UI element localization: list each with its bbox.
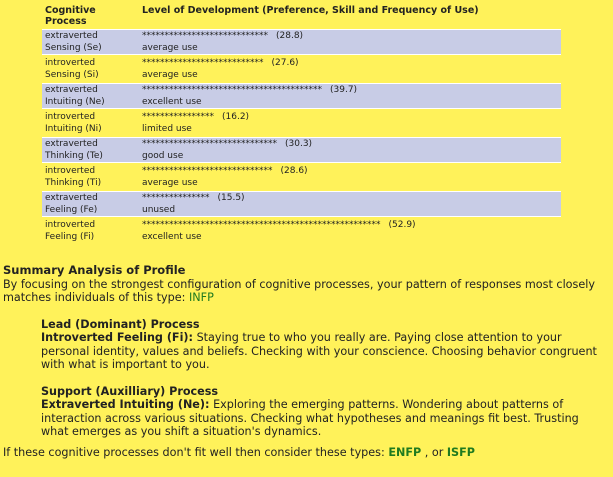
process-level [139,219,561,243]
process-level [139,137,561,163]
function-label: Feeling (Fe) [45,205,98,215]
lead-process-block [41,318,609,372]
process-name [42,137,139,163]
star-bar: ****************************** [142,139,277,149]
star-bar: **************************** [142,31,268,41]
score-value: (27.6) [271,58,299,68]
support-description: Extraverted Intuiting (Ne): Exploring the emerging patterns. Wondering about patterns of interaction across various situations. Checking what hypotheses and meanings fit best. Trusting what emerges as you shift a situation's dynamics. [41,398,579,438]
function-label: Intuiting (Ne) [45,97,105,107]
process-name [42,111,139,135]
summary-title: Summary Analysis of Profile [3,263,186,277]
orientation-label: introverted [45,58,96,68]
process-name [42,57,139,81]
summary-intro: By focusing on the strongest configuration of cognitive processes, your pattern of responses most closely matches individuals of this type: INFP [3,277,595,304]
best-fit-type: INFP [188,291,214,304]
orientation-label: extraverted [45,139,98,149]
process-name [42,165,139,189]
orientation-label: extraverted [45,85,98,95]
use-label: excellent use [142,97,202,107]
function-label: Intuiting (Ni) [45,124,102,134]
use-label: average use [142,178,198,188]
function-label: Feeling (Fi) [45,232,95,242]
use-label: excellent use [142,232,202,242]
lead-description: Introverted Feeling (Fi): Staying true to who you really are. Paying close attention to your personal identity, values and beliefs. Checking with your conscience. Choosing behavior congruent with what is important to you. [41,331,597,371]
use-label: average use [142,70,198,80]
table-row [42,191,561,217]
support-process-block [41,385,609,439]
function-label: Sensing (Se) [45,43,102,53]
process-name [42,29,139,55]
star-bar: **************** [142,112,214,122]
header-process: Cognitive Process [45,5,96,27]
process-level [139,57,561,81]
function-label: Thinking (Te) [45,151,103,161]
score-value: (16.2) [222,112,250,122]
score-value: (28.6) [280,166,308,176]
table-header-row [42,5,561,27]
support-heading: Support (Auxilliary) Process [41,384,219,398]
score-value: (28.8) [276,31,304,41]
star-bar: *************** [142,193,210,203]
summary-section [3,264,609,459]
table-row [42,57,561,81]
function-label: Sensing (Si) [45,70,99,80]
star-bar: *************************** [142,58,264,68]
use-label: limited use [142,124,192,134]
score-value: (52.9) [388,220,416,230]
use-label: unused [142,205,176,215]
process-name [42,83,139,109]
lead-name: Introverted Feeling (Fi): [41,331,193,344]
process-name [42,219,139,243]
star-bar: ***************************************************** [142,220,381,230]
orientation-label: introverted [45,112,96,122]
alt-type-link-2[interactable]: ISFP [446,445,475,459]
cognitive-process-table [42,3,561,245]
alternative-types: If these cognitive processes don't fit well then consider these types: ENFP , or ISFP [3,445,475,459]
table-row [42,137,561,163]
star-bar: ***************************** [142,166,273,176]
alt-type-link-1[interactable]: ENFP [388,445,422,459]
process-name [42,191,139,217]
lead-heading: Lead (Dominant) Process [41,317,200,331]
process-level [139,83,561,109]
table-body [42,29,561,243]
support-name: Extraverted Intuiting (Ne): [41,398,210,411]
orientation-label: extraverted [45,31,98,41]
score-value: (30.3) [285,139,313,149]
use-label: good use [142,151,184,161]
function-label: Thinking (Ti) [45,178,102,188]
process-level [139,111,561,135]
table-row [42,29,561,55]
orientation-label: extraverted [45,193,98,203]
table-row [42,219,561,243]
orientation-label: introverted [45,220,96,230]
table-row [42,111,561,135]
score-value: (39.7) [330,85,358,95]
table-row [42,83,561,109]
orientation-label: introverted [45,166,96,176]
process-level [139,191,561,217]
process-level [139,29,561,55]
star-bar: **************************************** [142,85,322,95]
table-row [42,165,561,189]
use-label: average use [142,43,198,53]
process-level [139,165,561,189]
score-value: (15.5) [217,193,245,203]
header-level: Level of Development (Preference, Skill and Frequency of Use) [142,5,479,16]
